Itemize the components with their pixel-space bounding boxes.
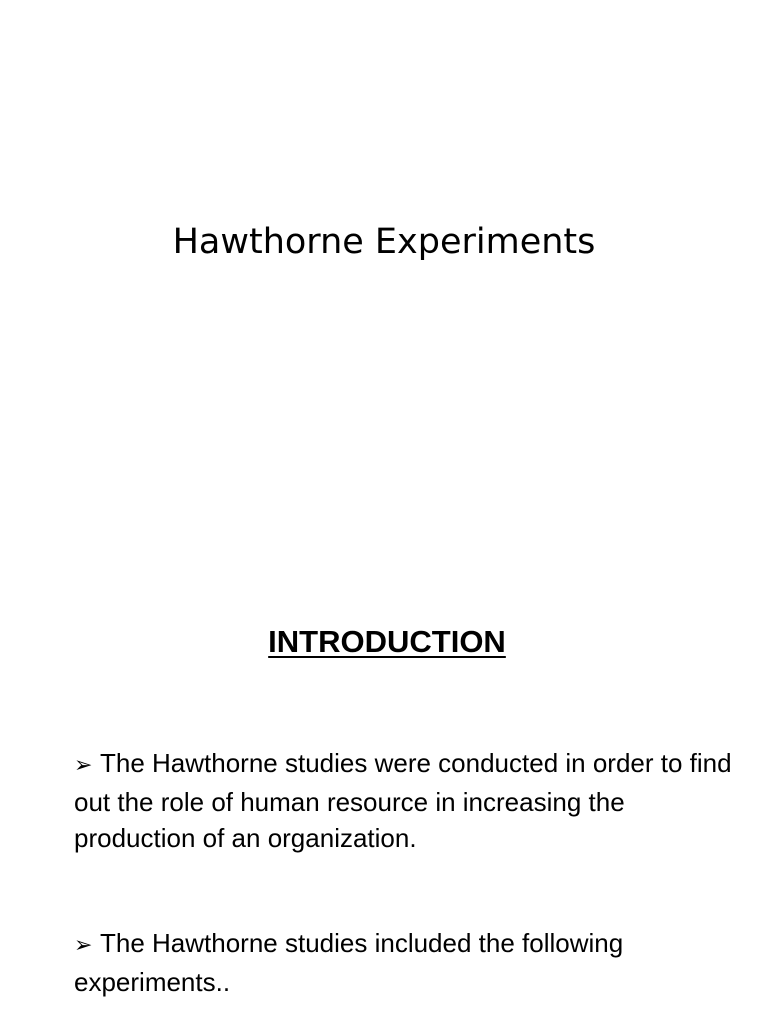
section-heading-introduction: INTRODUCTION	[268, 624, 506, 659]
bullet-text: The Hawthorne studies included the following experiments..	[74, 928, 624, 997]
page-title: Hawthorne Experiments	[172, 222, 596, 262]
arrow-bullet-icon: ➢	[74, 933, 93, 958]
bullet-text: The Hawthorne studies were conducted in order to find out the role of human resource in increasing the production of an organization.	[74, 748, 732, 853]
bullet-item	[74, 925, 734, 1000]
arrow-bullet-icon: ➢	[74, 753, 93, 778]
bullet-item	[74, 745, 734, 856]
